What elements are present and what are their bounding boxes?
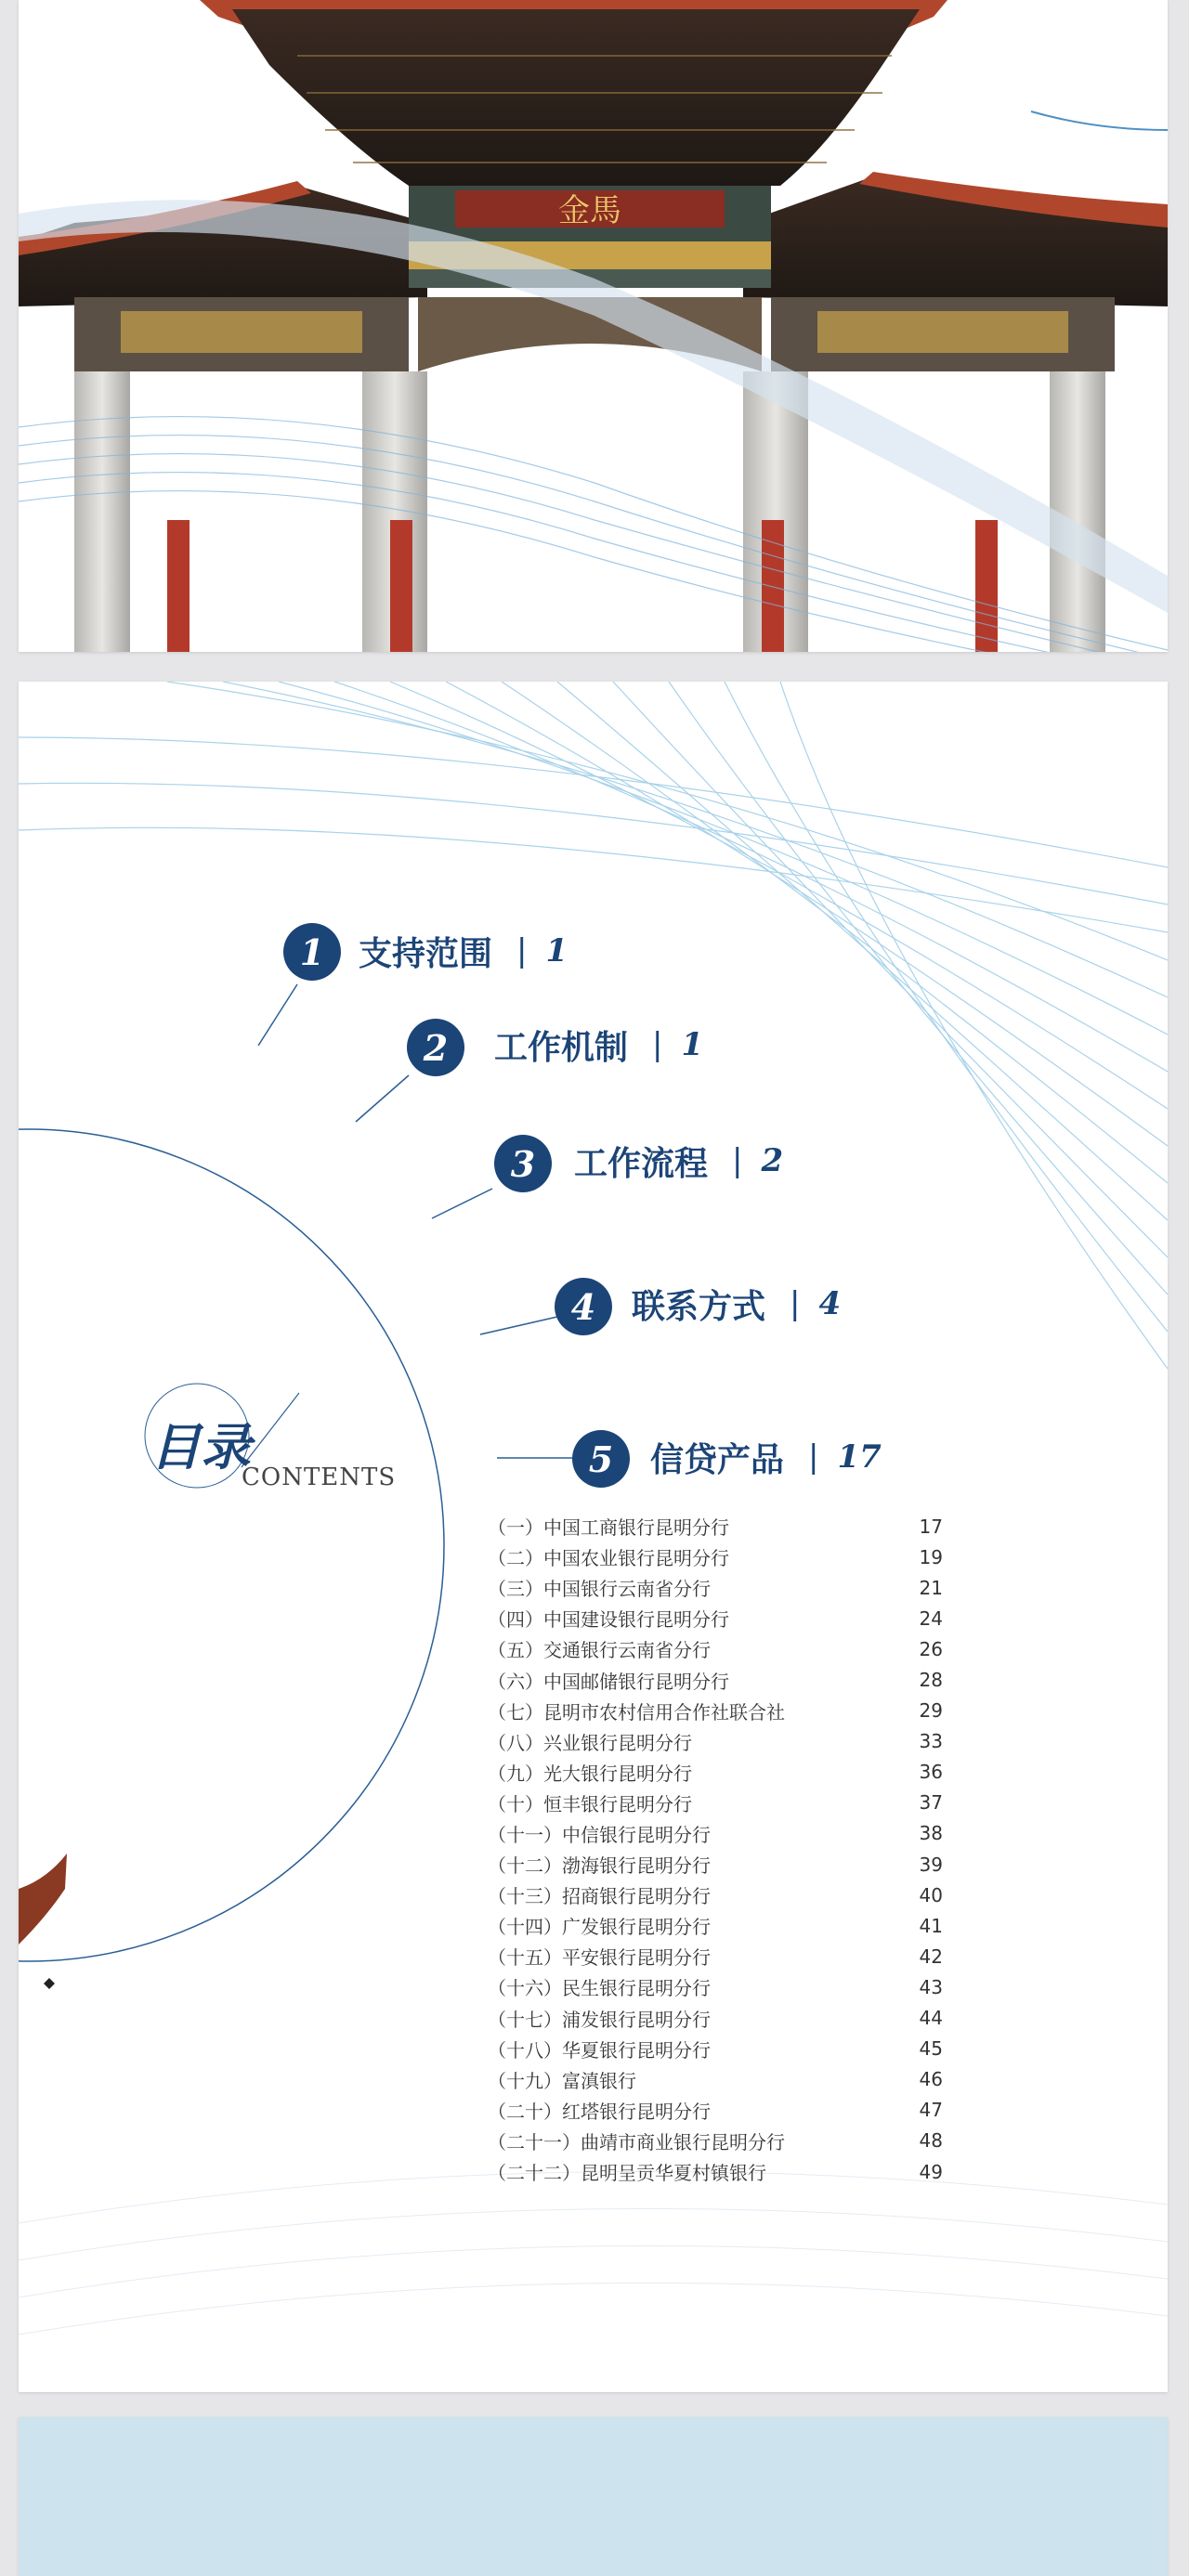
contents-subtitle: CONTENTS bbox=[242, 1464, 397, 1491]
loan-product-page: 21 bbox=[919, 1576, 943, 1599]
archway-illustration bbox=[19, 0, 1168, 652]
toc-page-number: 1 bbox=[681, 1026, 704, 1063]
toc-page-number: 17 bbox=[837, 1438, 882, 1476]
loan-product-page: 33 bbox=[919, 1730, 943, 1753]
toc-section-title: 联系方式 bbox=[632, 1287, 766, 1326]
section-number-5: 5 bbox=[572, 1430, 630, 1488]
loan-product-item[interactable] bbox=[488, 2003, 943, 2034]
loan-product-page: 41 bbox=[919, 1914, 943, 1937]
loan-product-item[interactable] bbox=[488, 1726, 943, 1757]
section-number-4: 4 bbox=[555, 1278, 612, 1335]
loan-product-item[interactable] bbox=[488, 1511, 943, 1542]
loan-product-label: （十五）平安银行昆明分行 bbox=[488, 1946, 711, 1970]
loan-product-item[interactable] bbox=[488, 2064, 943, 2095]
loan-product-label: （十九）富滇银行 bbox=[488, 2069, 636, 2092]
loan-product-item[interactable] bbox=[488, 2034, 943, 2064]
loan-product-page: 49 bbox=[919, 2160, 943, 2183]
loan-product-label: （二十）红塔银行昆明分行 bbox=[488, 2100, 711, 2123]
toc-page-number: 1 bbox=[545, 932, 568, 969]
toc-section-title: 信贷产品 bbox=[650, 1440, 785, 1479]
loan-product-label: （二）中国农业银行昆明分行 bbox=[488, 1547, 729, 1570]
loan-product-label: （十二）渤海银行昆明分行 bbox=[488, 1854, 711, 1878]
loan-product-page: 39 bbox=[919, 1853, 943, 1876]
loan-product-item[interactable] bbox=[488, 1880, 943, 1910]
loan-product-label: （十六）民生银行昆明分行 bbox=[488, 1977, 711, 2000]
loan-products-list bbox=[488, 1511, 943, 2187]
loan-product-item[interactable] bbox=[488, 1542, 943, 1572]
loan-product-item[interactable] bbox=[488, 1696, 943, 1726]
loan-product-item[interactable] bbox=[488, 1603, 943, 1633]
loan-product-item[interactable] bbox=[488, 1633, 943, 1664]
loan-product-item[interactable] bbox=[488, 1818, 943, 1849]
contents-page bbox=[19, 682, 1168, 2392]
section-number-1: 1 bbox=[283, 923, 341, 981]
loan-product-item[interactable] bbox=[488, 1910, 943, 1941]
plaque-text: 金馬 bbox=[558, 192, 621, 229]
loan-product-page: 38 bbox=[919, 1822, 943, 1845]
loan-product-item[interactable] bbox=[488, 1971, 943, 2002]
toc-separator: | bbox=[732, 1142, 743, 1179]
loan-product-item[interactable] bbox=[488, 1664, 943, 1695]
loan-product-item[interactable] bbox=[488, 1757, 943, 1788]
loan-product-label: （十四）广发银行昆明分行 bbox=[488, 1916, 711, 1939]
loan-product-label: （六）中国邮储银行昆明分行 bbox=[488, 1670, 729, 1693]
loan-product-page: 37 bbox=[919, 1791, 943, 1815]
toc-page-number: 2 bbox=[761, 1142, 784, 1179]
loan-product-page: 47 bbox=[919, 2099, 943, 2122]
loan-product-page: 29 bbox=[919, 1699, 943, 1723]
loan-product-label: （十三）招商银行昆明分行 bbox=[488, 1885, 711, 1908]
loan-product-label: （九）光大银行昆明分行 bbox=[488, 1762, 692, 1785]
loan-product-label: （十八）华夏银行昆明分行 bbox=[488, 2038, 711, 2062]
loan-product-page: 45 bbox=[919, 2037, 943, 2061]
toc-separator: | bbox=[790, 1285, 801, 1322]
loan-product-label: （二十二）昆明呈贡华夏村镇银行 bbox=[488, 2162, 766, 2185]
loan-product-page: 46 bbox=[919, 2068, 943, 2091]
loan-product-label: （三）中国银行云南省分行 bbox=[488, 1578, 711, 1601]
section-number-2: 2 bbox=[407, 1019, 464, 1076]
contents-title: 目录 bbox=[150, 1417, 251, 1477]
toc-section-2[interactable] bbox=[494, 1026, 704, 1067]
toc-separator: | bbox=[808, 1438, 819, 1476]
toc-section-4[interactable] bbox=[632, 1285, 842, 1326]
loan-product-label: （五）交通银行云南省分行 bbox=[488, 1639, 711, 1662]
loan-product-item[interactable] bbox=[488, 2156, 943, 2187]
loan-product-page: 40 bbox=[919, 1883, 943, 1906]
loan-product-page: 42 bbox=[919, 1945, 943, 1968]
loan-product-label: （一）中国工商银行昆明分行 bbox=[488, 1516, 729, 1540]
toc-section-3[interactable] bbox=[574, 1142, 784, 1183]
loan-product-label: （十七）浦发银行昆明分行 bbox=[488, 2008, 711, 2031]
toc-section-1[interactable] bbox=[359, 932, 568, 973]
loan-product-item[interactable] bbox=[488, 1849, 943, 1880]
loan-product-label: （八）兴业银行昆明分行 bbox=[488, 1731, 692, 1754]
toc-page-number: 4 bbox=[818, 1285, 842, 1322]
cover-page bbox=[19, 0, 1168, 652]
toc-section-5[interactable] bbox=[650, 1438, 882, 1479]
section-number-3: 3 bbox=[494, 1135, 552, 1192]
loan-product-label: （二十一）曲靖市商业银行昆明分行 bbox=[488, 2130, 785, 2153]
next-page bbox=[19, 2417, 1168, 2576]
loan-product-item[interactable] bbox=[488, 1941, 943, 1971]
toc-separator: | bbox=[652, 1026, 663, 1063]
loan-product-label: （十）恒丰银行昆明分行 bbox=[488, 1792, 692, 1815]
loan-product-page: 19 bbox=[919, 1545, 943, 1568]
toc-section-title: 支持范围 bbox=[359, 934, 493, 973]
loan-product-page: 36 bbox=[919, 1761, 943, 1784]
loan-product-label: （四）中国建设银行昆明分行 bbox=[488, 1608, 729, 1632]
loan-product-page: 28 bbox=[919, 1669, 943, 1692]
loan-product-label: （七）昆明市农村信用合作社联合社 bbox=[488, 1700, 785, 1724]
loan-product-page: 48 bbox=[919, 2129, 943, 2153]
toc-section-title: 工作流程 bbox=[574, 1144, 709, 1183]
loan-product-item[interactable] bbox=[488, 1788, 943, 1818]
loan-product-item[interactable] bbox=[488, 1572, 943, 1603]
loan-product-page: 43 bbox=[919, 1975, 943, 1998]
loan-product-item[interactable] bbox=[488, 2095, 943, 2126]
loan-product-page: 24 bbox=[919, 1607, 943, 1630]
loan-product-label: （十一）中信银行昆明分行 bbox=[488, 1823, 711, 1846]
loan-product-page: 44 bbox=[919, 2007, 943, 2030]
toc-section-title: 工作机制 bbox=[494, 1028, 629, 1067]
loan-product-page: 26 bbox=[919, 1637, 943, 1660]
toc-separator: | bbox=[516, 932, 528, 969]
loan-product-item[interactable] bbox=[488, 2126, 943, 2156]
loan-product-page: 17 bbox=[919, 1515, 943, 1538]
